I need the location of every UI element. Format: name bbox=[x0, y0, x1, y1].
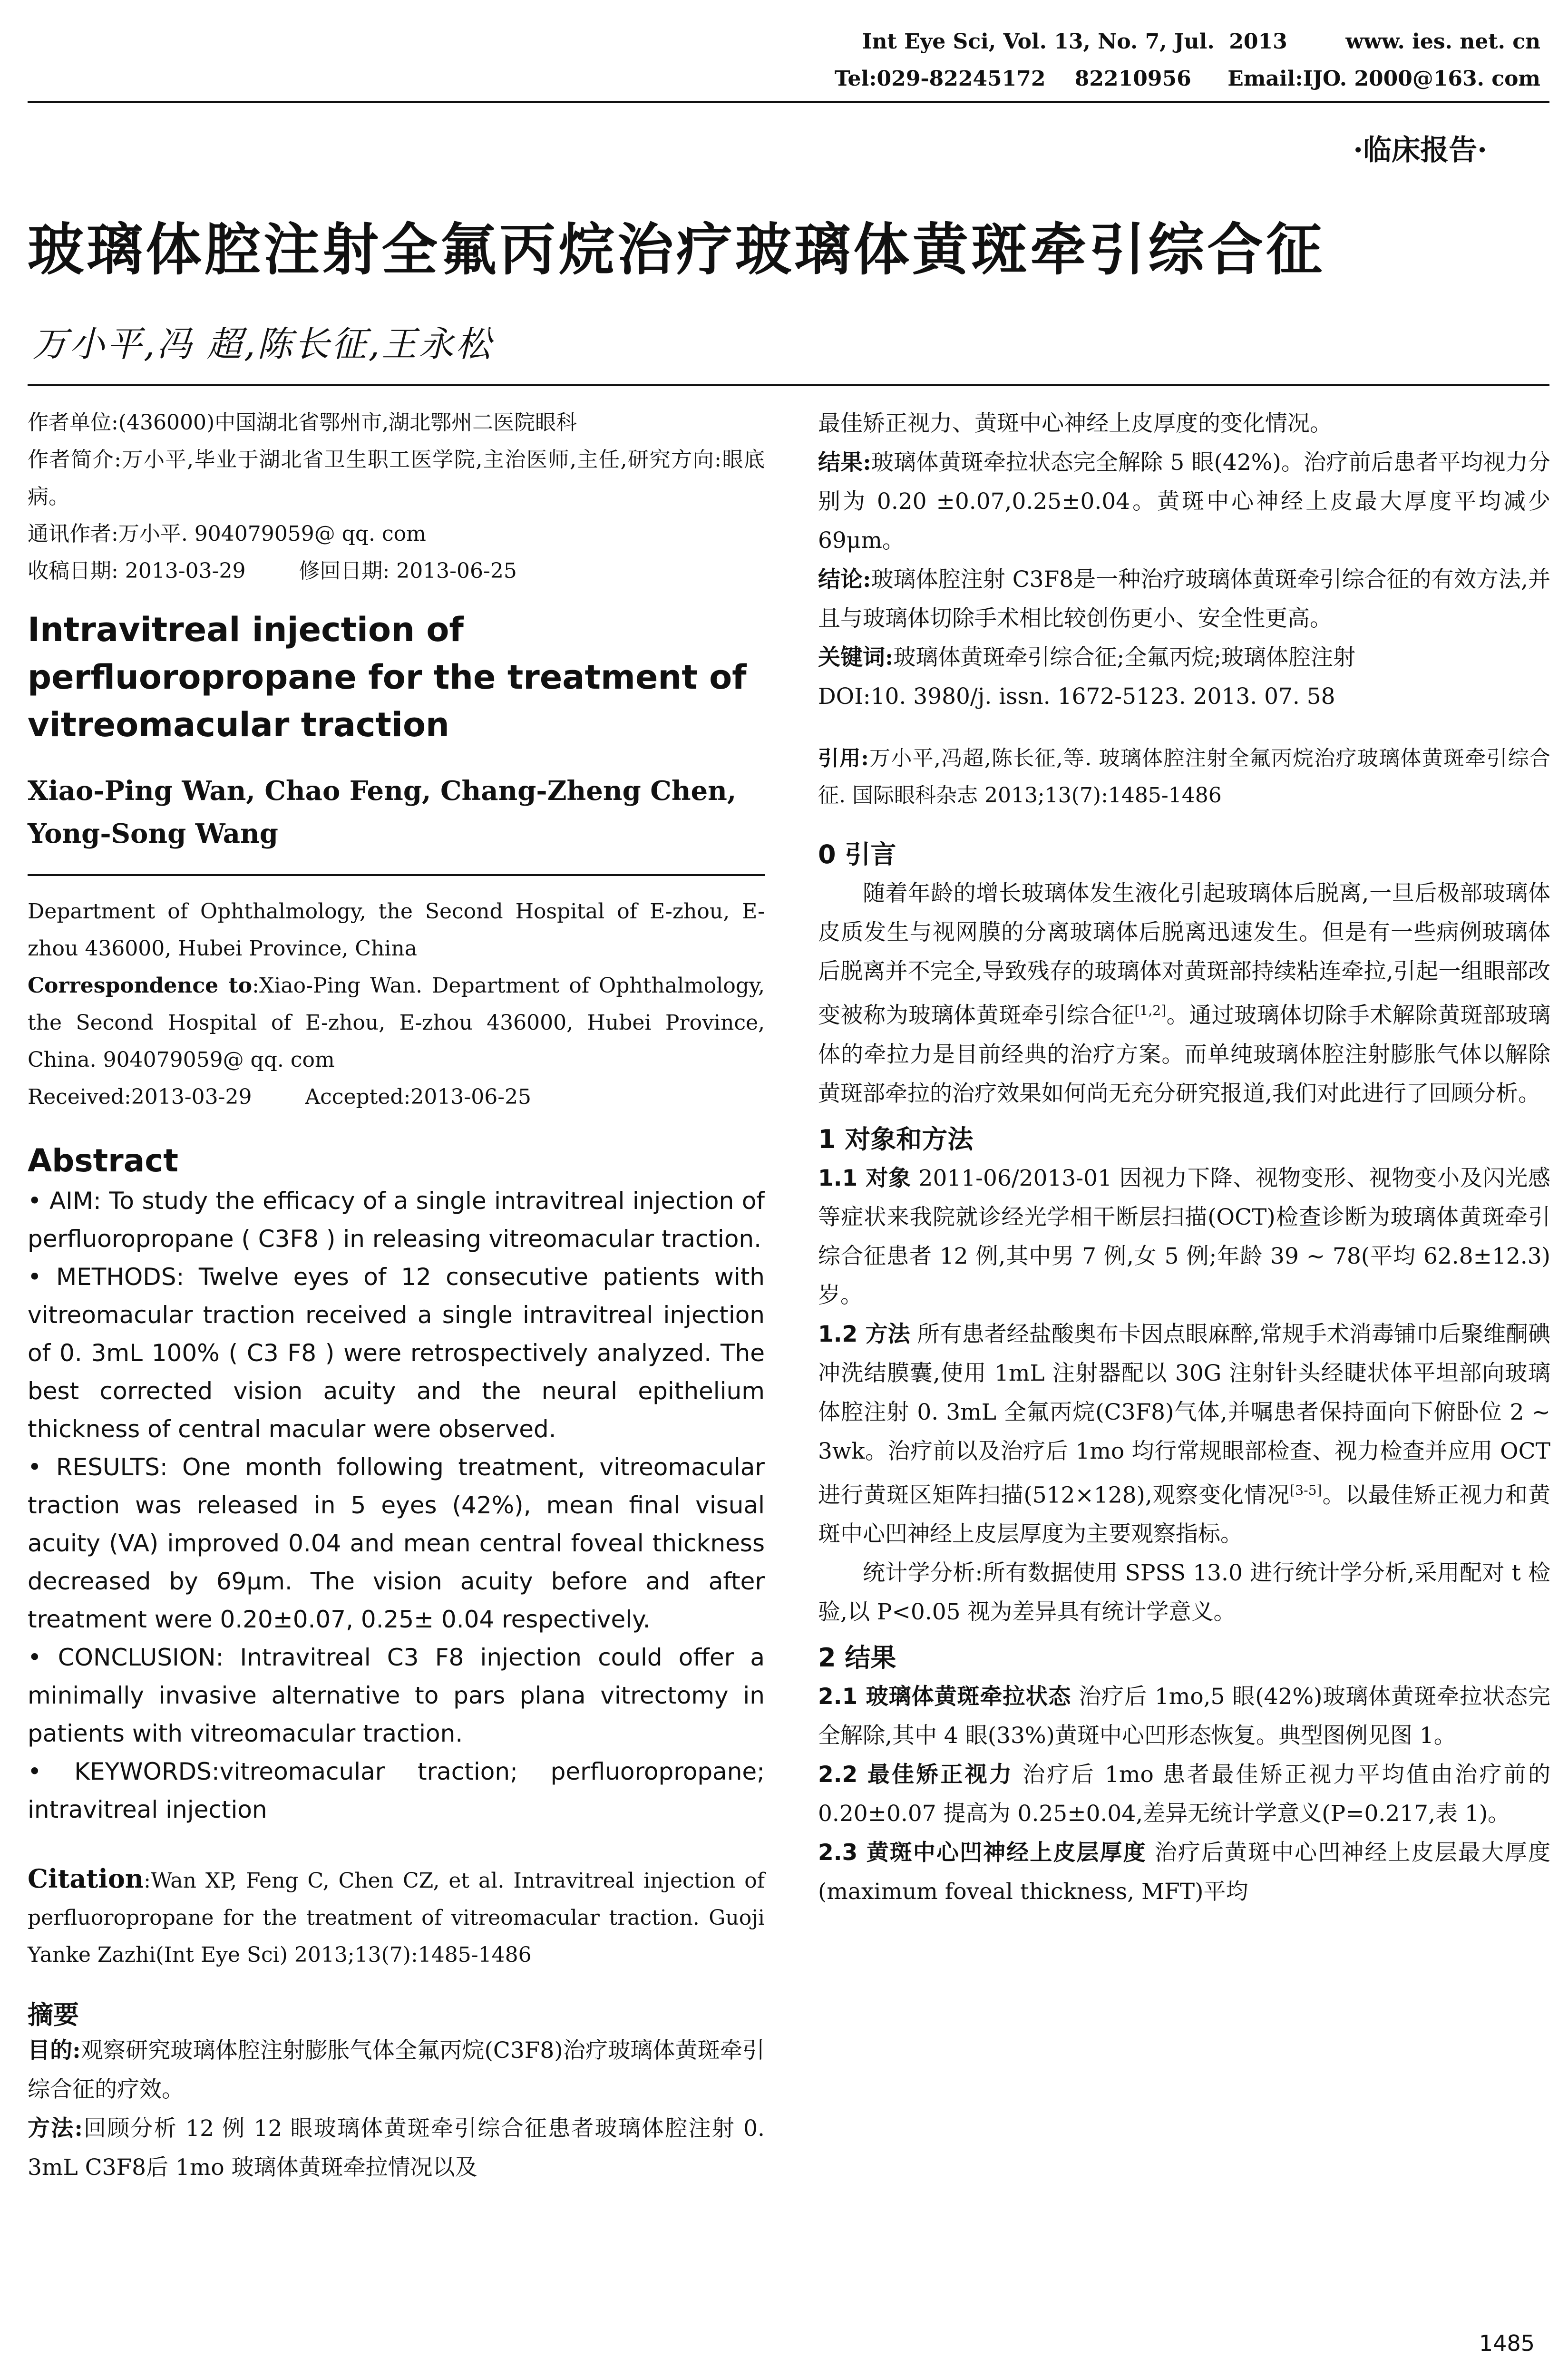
keywords-label: 关键词: bbox=[818, 644, 894, 671]
section-2-1 bbox=[818, 1677, 1550, 1755]
section-2-3 bbox=[818, 1833, 1550, 1911]
english-correspondence bbox=[28, 967, 765, 1079]
method-text: 回顾分析 12 例 12 眼玻璃体黄斑牵引综合征患者玻璃体腔注射 0. 3mL C3F8后 1mo 玻璃体黄斑牵拉情况以及 bbox=[28, 2115, 765, 2181]
section-1-2-text-continued: 。以最佳矫正视力和黄斑中心凹神经上皮层厚度为主要观察指标。 bbox=[818, 1482, 1550, 1548]
section-2-2 bbox=[818, 1755, 1550, 1833]
section-0-text: 随着年龄的增长玻璃体发生液化引起玻璃体后脱离,一旦后极部玻璃体皮质发生与视网膜的分离玻璃体后脱离迅速发生。但是有一些病例玻璃体后脱离并不完全,导致残存的玻璃体对黄斑部持续粘连牵拉,引起一组眼部改变被称为玻璃体黄斑牵引综合征 bbox=[818, 880, 1550, 1029]
method-label: 方法: bbox=[28, 2115, 83, 2142]
result-label: 结果: bbox=[818, 449, 871, 476]
statistics-paragraph: 统计学分析:所有数据使用 SPSS 13.0 进行统计学分析,采用配对 t 检验,以 P<0.05 视为差异具有统计学意义。 bbox=[818, 1560, 1550, 1626]
meta-affiliation: 作者单位:(436000)中国湖北省鄂州市,湖北鄂州二医院眼科 bbox=[28, 410, 577, 435]
section-2-3-text: 治疗后黄斑中心凹神经上皮层最大厚度(maximum foveal thickness, MFT)平均 bbox=[818, 1840, 1550, 1905]
chinese-citation-label: 引用: bbox=[818, 746, 869, 770]
citation-text: :Wan XP, Feng C, Chen CZ, et al. Intravitreal injection of perfluoropropane for the treatment of vitreomacular traction. Guoji Yanke Zazhi(Int Eye Sci) 2013;13(7):1485-1486 bbox=[28, 1869, 765, 1967]
chinese-method bbox=[28, 2109, 765, 2187]
section-1-2 bbox=[818, 1315, 1550, 1554]
correspondence-text: :Xiao-Ping Wan. Department of Ophthalmology, the Second Hospital of E-zhou, E-zhou 436000, Hubei Province, China. 904079059@ qq. com bbox=[28, 974, 765, 1072]
title-rule bbox=[28, 384, 1549, 386]
abstract-body bbox=[28, 1182, 765, 1829]
abstract-results: • RESULTS: One month following treatment, vitreomacular traction was released in 5 eyes (42%), mean final visual acuity (VA) improved 0.04 and mean central foveal thickness decreased by 69μm. The vision acuity before and after treatment were 0.20±0.07, 0.25± 0.04 respectively. bbox=[28, 1453, 765, 1633]
chinese-keywords bbox=[818, 638, 1550, 677]
conclusion-label: 结论: bbox=[818, 566, 871, 593]
english-authors: Xiao-Ping Wan, Chao Feng, Chang-Zheng Chen, Yong-Song Wang bbox=[28, 775, 737, 849]
chinese-citation-text: 万小平,冯超,陈长征,等. 玻璃体腔注射全氟丙烷治疗玻璃体黄斑牵引综合征. 国际眼科杂志 2013;13(7):1485-1486 bbox=[818, 746, 1550, 808]
purpose-text: 观察研究玻璃体腔注射膨胀气体全氟丙烷(C3F8)治疗玻璃体黄斑牵引综合征的疗效。 bbox=[28, 2037, 765, 2103]
section-1-1-text: 2011-06/2013-01 因视力下降、视物变形、视物变小及闪光感等症状来我院就诊经光学相干断层扫描(OCT)检查诊断为玻璃体黄斑牵引综合征患者 12 例,其中男 7 例,女 5 例;年龄 39 ~ 78(平均 62.8±12.3)岁。 bbox=[818, 1165, 1551, 1308]
author-meta bbox=[28, 404, 765, 590]
header-rule bbox=[28, 101, 1549, 103]
reference-1-2: [1,2] bbox=[1134, 1003, 1167, 1018]
section-1-2-label: 1.2 方法 bbox=[818, 1321, 910, 1347]
section-2-2-text: 治疗后 1mo 患者最佳矫正视力平均值由治疗前的 0.20±0.07 提高为 0.25±0.04,差异无统计学意义(P=0.217,表 1)。 bbox=[818, 1762, 1550, 1827]
abstract-methods: • METHODS: Twelve eyes of 12 consecutive patients with vitreomacular traction received a single intravitreal injection of 0. 3mL 100% ( C3 F8 ) were retrospectively analyzed. The best corrected vision acuity and the neural epithelium thickness of central macular were observed. bbox=[28, 1263, 765, 1443]
section-2-3-label: 2.3 黄斑中心凹神经上皮层厚度 bbox=[818, 1840, 1147, 1866]
article-title: 玻璃体腔注射全氟丙烷治疗玻璃体黄斑牵引综合征 bbox=[28, 217, 1325, 283]
english-title: Intravitreal injection of perfluoropropane for the treatment of vitreomacular traction bbox=[28, 610, 747, 744]
meta-dates: 收稿日期: 2013-03-29 修回日期: 2013-06-25 bbox=[28, 559, 517, 583]
left-column bbox=[28, 404, 765, 2187]
keywords-text: 玻璃体黄斑牵引综合征;全氟丙烷;玻璃体腔注射 bbox=[893, 644, 1356, 671]
section-2-2-label: 2.2 最佳矫正视力 bbox=[818, 1762, 1014, 1788]
abstract-aim: • AIM: To study the efficacy of a single intravitreal injection of perfluoropropane ( C3F8 ) in releasing vitreomacular traction. bbox=[28, 1187, 765, 1253]
journal-header-line-2: Tel:029-82245172 82210956 Email:IJO. 2000@163. com bbox=[834, 67, 1540, 91]
section-0-text-continued: 。通过玻璃体切除手术解除黄斑部玻璃体的牵拉力是目前经典的治疗方案。而单纯玻璃体腔注射膨胀气体以解除黄斑部牵拉的治疗效果如何尚无充分研究报道,我们对此进行了回顾分析。 bbox=[818, 1002, 1551, 1107]
english-citation bbox=[28, 1860, 765, 1974]
chinese-abstract-heading: 摘要 bbox=[28, 1999, 79, 2030]
purpose-label: 目的: bbox=[28, 2037, 81, 2064]
chinese-method-continued: 最佳矫正视力、黄斑中心神经上皮厚度的变化情况。 bbox=[818, 410, 1332, 437]
english-affiliation: Department of Ophthalmology, the Second Hospital of E-zhou, E-zhou 436000, Hubei Province, China bbox=[28, 899, 765, 961]
page-number: 1485 bbox=[1479, 2330, 1535, 2356]
section-2-1-text: 治疗后 1mo,5 眼(42%)玻璃体黄斑牵拉状态完全解除,其中 4 眼(33%)黄斑中心凹形态恢复。典型图例见图 1。 bbox=[818, 1684, 1550, 1749]
chinese-citation bbox=[818, 740, 1550, 814]
abstract-conclusion: • CONCLUSION: Intravitreal C3 F8 injection could offer a minimally invasive alternative to pars plana vitrectomy in patients with vitreomacular traction. bbox=[28, 1644, 765, 1747]
chinese-result bbox=[818, 443, 1550, 560]
section-0-heading: 0 引言 bbox=[818, 839, 896, 869]
journal-header-line-1: Int Eye Sci, Vol. 13, No. 7, Jul. 2013 www. ies. net. cn bbox=[862, 29, 1540, 54]
section-1-2-text: 所有患者经盐酸奥布卡因点眼麻醉,常规手术消毒铺巾后聚维酮碘冲洗结膜囊,使用 1mL 注射器配以 30G 注射针头经睫状体平坦部向玻璃体腔注射 0. 3mL 全氟丙烷(C3F8)气体,并嘱患者保持面向下俯卧位 2 ~ 3wk。治疗前以及治疗后 1mo 均行常规眼部检查、视力检查并应用 OCT 进行黄斑区矩阵扫描(512×128),观察变化情况 bbox=[818, 1321, 1550, 1509]
section-2-1-label: 2.1 玻璃体黄斑牵拉状态 bbox=[818, 1684, 1071, 1710]
english-received: Received:2013-03-29 Accepted:2013-06-25 bbox=[28, 1085, 532, 1109]
article-authors: 万小平,冯 超,陈长征,王永松 bbox=[32, 324, 493, 365]
section-2-heading: 2 结果 bbox=[818, 1643, 896, 1673]
citation-label: Citation bbox=[28, 1863, 144, 1894]
section-1-heading: 1 对象和方法 bbox=[818, 1124, 974, 1154]
meta-bio: 作者简介:万小平,毕业于湖北省卫生职工医学院,主治医师,主任,研究方向:眼底病。 bbox=[28, 448, 765, 509]
section-1-1 bbox=[818, 1159, 1550, 1315]
meta-corresponding: 通讯作者:万小平. 904079059@ qq. com bbox=[28, 522, 426, 546]
section-tag: ·临床报告· bbox=[1353, 134, 1487, 167]
abstract-heading: Abstract bbox=[28, 1142, 178, 1179]
abstract-keywords: • KEYWORDS:vitreomacular traction; perfluoropropane; intravitreal injection bbox=[28, 1758, 765, 1823]
result-text: 玻璃体黄斑牵拉状态完全解除 5 眼(42%)。治疗前后患者平均视力分别为 0.20 ±0.07,0.25±0.04。黄斑中心神经上皮最大厚度平均减少 69μm。 bbox=[818, 449, 1550, 554]
doi: DOI:10. 3980/j. issn. 1672-5123. 2013. 07. 58 bbox=[818, 683, 1335, 710]
conclusion-text: 玻璃体腔注射 C3F8是一种治疗玻璃体黄斑牵引综合征的有效方法,并且与玻璃体切除手术相比较创伤更小、安全性更高。 bbox=[818, 566, 1550, 632]
chinese-purpose bbox=[28, 2031, 765, 2109]
chinese-conclusion bbox=[818, 560, 1550, 638]
right-column bbox=[818, 404, 1550, 1911]
reference-3-5: [3-5] bbox=[1290, 1482, 1322, 1498]
section-1-1-label: 1.1 对象 bbox=[818, 1165, 911, 1191]
correspondence-label: Correspondence to bbox=[28, 974, 253, 998]
section-0-paragraph bbox=[818, 874, 1550, 1113]
affiliation-rule bbox=[28, 874, 765, 876]
